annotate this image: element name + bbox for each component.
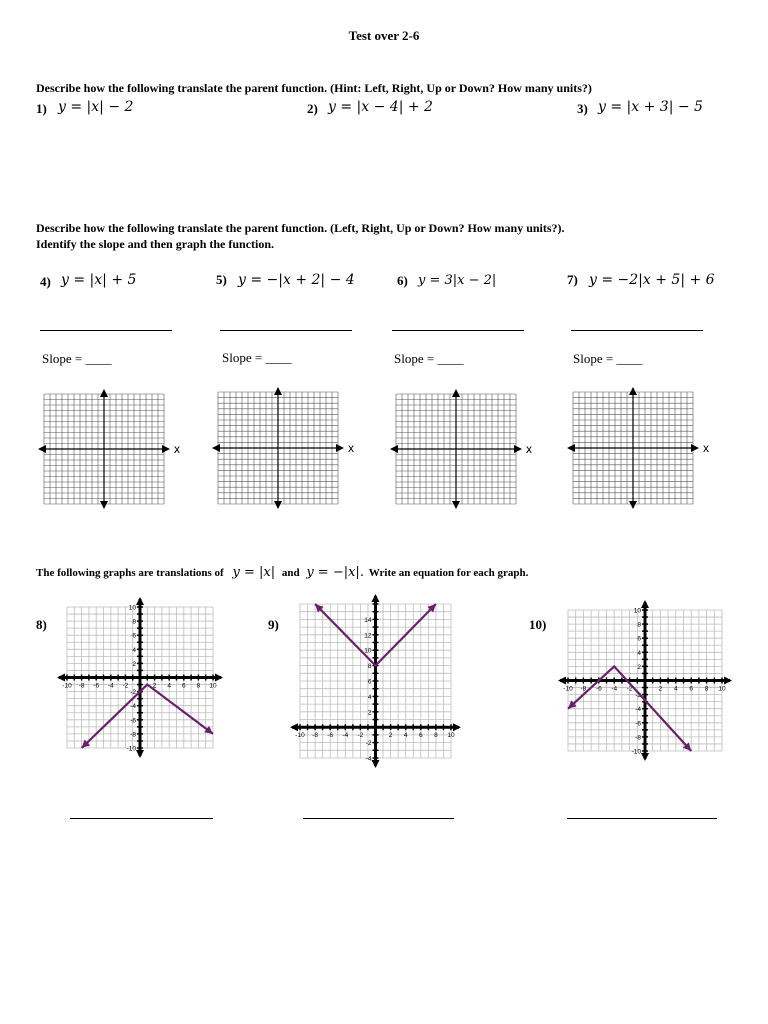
x-axis-arrow (212, 444, 220, 452)
problem-1-number: 1) (36, 101, 47, 116)
x-tick-label: 4 (673, 685, 678, 693)
graph-8 (55, 595, 225, 760)
y-tick-label: 4 (132, 646, 136, 654)
x-axis-arrow (290, 723, 298, 731)
section3-joiner: and (281, 567, 300, 579)
x-axis-arrow (514, 445, 522, 453)
problem-7-number: 7) (567, 272, 578, 287)
y-axis-arrow (372, 594, 380, 602)
answer-line-9[interactable] (303, 818, 454, 819)
x-tick-label: 10 (718, 685, 726, 693)
slope-label-4: Slope = ____ (42, 351, 112, 366)
x-tick-label: 2 (388, 732, 393, 740)
x-tick-label: -6 (595, 685, 602, 693)
y-tick-label: 6 (132, 632, 136, 640)
problem-4-equation: y = |x| + 5 (61, 272, 137, 288)
x-tick-label: -8 (78, 682, 85, 690)
y-tick-label: 2 (367, 709, 372, 717)
blank-grid-5[interactable] (210, 386, 360, 510)
x-tick-label: 8 (434, 732, 438, 740)
answer-line-8[interactable] (70, 818, 213, 819)
y-tick-label: 10 (633, 607, 641, 615)
y-axis-arrow (274, 501, 282, 509)
slope-label-5: Slope = ____ (222, 350, 292, 365)
x-tick-label: 10 (209, 682, 217, 690)
y-axis-arrow (641, 600, 649, 608)
answer-line-10[interactable] (567, 818, 717, 819)
y-tick-label: -2 (130, 689, 136, 697)
y-axis-arrow (641, 753, 649, 761)
x-tick-label: -10 (563, 685, 573, 693)
y-tick-label: -6 (130, 717, 136, 725)
x-tick-label: -4 (342, 732, 349, 740)
y-axis-arrow (629, 387, 637, 395)
problem-10-number: 10) (529, 617, 547, 632)
y-tick-label: 4 (637, 649, 641, 657)
y-axis-arrow (452, 501, 460, 509)
y-tick-label: 2 (132, 660, 136, 668)
problem-2-number: 2) (307, 101, 318, 116)
x-tick-label: -2 (122, 682, 129, 690)
y-tick-label: 8 (132, 618, 136, 626)
problem-8-number: 8) (36, 617, 47, 632)
y-axis-arrow (274, 387, 282, 395)
x-tick-label: 2 (658, 685, 663, 693)
y-tick-label: 8 (637, 621, 641, 629)
blank-grid-6[interactable] (388, 388, 538, 510)
x-tick-label: 4 (167, 682, 172, 690)
x-tick-label: 8 (196, 682, 201, 690)
x-tick-label: -2 (357, 732, 364, 740)
x-axis-label: x (526, 442, 532, 456)
x-tick-label: -2 (626, 685, 633, 693)
section2-instruction-line2: Identify the slope and then graph the function. (36, 237, 275, 251)
x-axis-arrow (558, 677, 566, 685)
problem-2-equation: y = |x − 4| + 2 (328, 99, 433, 115)
y-tick-label: 10 (364, 647, 372, 655)
x-axis-arrow (38, 445, 46, 453)
graph-10 (556, 598, 734, 763)
y-tick-label: -4 (635, 706, 641, 714)
blank-grid-4[interactable] (36, 388, 186, 510)
x-tick-label: -8 (580, 685, 587, 693)
y-axis-arrow (452, 389, 460, 397)
x-tick-label: -4 (107, 682, 114, 690)
graph-9 (288, 592, 463, 770)
y-tick-label: 8 (367, 663, 372, 671)
x-axis-label: x (174, 442, 180, 456)
x-tick-label: -6 (93, 682, 100, 690)
x-tick-label: 6 (181, 682, 186, 690)
x-axis-label: x (703, 441, 709, 455)
y-tick-label: -8 (635, 734, 641, 742)
y-axis-arrow (372, 760, 380, 768)
y-tick-label: 6 (637, 635, 641, 643)
x-tick-label: -10 (62, 682, 72, 690)
x-axis-arrow (336, 444, 344, 452)
y-tick-label: 10 (128, 604, 136, 612)
section3-instruction-suffix: Write an equation for each graph. (368, 567, 529, 579)
x-tick-label: -6 (327, 732, 334, 740)
x-axis-arrow (567, 444, 575, 452)
answer-line-7[interactable] (571, 330, 703, 331)
problem-5-number: 5) (216, 272, 227, 287)
y-axis-arrow (100, 389, 108, 397)
x-tick-label: 6 (418, 732, 423, 740)
y-tick-label: -8 (130, 731, 136, 739)
x-axis-arrow (57, 674, 65, 682)
x-tick-label: 6 (689, 685, 694, 693)
y-tick-label: 6 (367, 678, 372, 686)
section3-instruction-prefix: The following graphs are translations of (36, 567, 224, 579)
answer-line-5[interactable] (220, 330, 352, 331)
x-axis-arrow (390, 445, 398, 453)
problem-7-equation: y = −2|x + 5| + 6 (589, 272, 715, 288)
x-tick-label: 4 (403, 732, 408, 740)
y-tick-label: -6 (635, 720, 641, 728)
y-tick-label: 4 (367, 693, 372, 701)
problem-5-equation: y = −|x + 2| − 4 (238, 272, 355, 288)
section1-instruction: Describe how the following translate the parent function. (Hint: Left, Right, Up or Down? How many units?) (36, 81, 592, 95)
x-axis-arrow (724, 677, 732, 685)
x-tick-label: 8 (704, 685, 709, 693)
y-tick-label: 12 (364, 632, 372, 640)
page-title: Test over 2-6 (348, 28, 420, 43)
problem-3-equation: y = |x + 3| − 5 (598, 99, 703, 115)
x-axis-arrow (162, 445, 170, 453)
answer-line-6[interactable] (392, 330, 524, 331)
y-axis-arrow (100, 501, 108, 509)
x-tick-label: -8 (312, 732, 318, 740)
problem-9-number: 9) (268, 617, 279, 632)
y-tick-label: -4 (365, 755, 372, 763)
y-tick-label: 2 (637, 663, 641, 671)
y-tick-label: -4 (130, 703, 136, 711)
y-tick-label: 14 (364, 616, 372, 624)
blank-grid-7[interactable] (565, 386, 715, 510)
section3-instruction (36, 565, 528, 580)
y-tick-label: -10 (126, 745, 136, 753)
x-axis-arrow (215, 674, 223, 682)
problem-6-equation: y = 3|x − 2| (418, 273, 497, 288)
y-axis-arrow (136, 597, 144, 605)
section3-eq-b: y = −|x|. (306, 565, 364, 580)
problem-6-number: 6) (397, 273, 408, 288)
section2-instruction-line1: Describe how the following translate the parent function. (Left, Right, Up or Down? How many units?). (36, 221, 565, 235)
slope-label-6: Slope = ____ (394, 351, 464, 366)
slope-label-7: Slope = ____ (573, 351, 643, 366)
problem-1-equation: y = |x| − 2 (58, 99, 134, 115)
x-tick-label: -10 (295, 732, 305, 740)
answer-line-4[interactable] (40, 330, 172, 331)
x-tick-label: 10 (447, 732, 455, 740)
y-tick-label: -2 (365, 740, 372, 748)
problem-4-number: 4) (40, 274, 51, 289)
problem-3-number: 3) (577, 101, 588, 116)
y-axis-arrow (629, 501, 637, 509)
x-tick-label: -4 (611, 685, 618, 693)
y-tick-label: -2 (635, 692, 641, 700)
y-tick-label: -10 (631, 748, 641, 756)
y-axis-arrow (136, 750, 144, 758)
x-axis-arrow (453, 723, 461, 731)
x-tick-label: 2 (152, 682, 157, 690)
x-axis-arrow (691, 444, 699, 452)
section3-eq-a: y = |x| (232, 565, 276, 580)
x-axis-label: x (348, 441, 354, 455)
